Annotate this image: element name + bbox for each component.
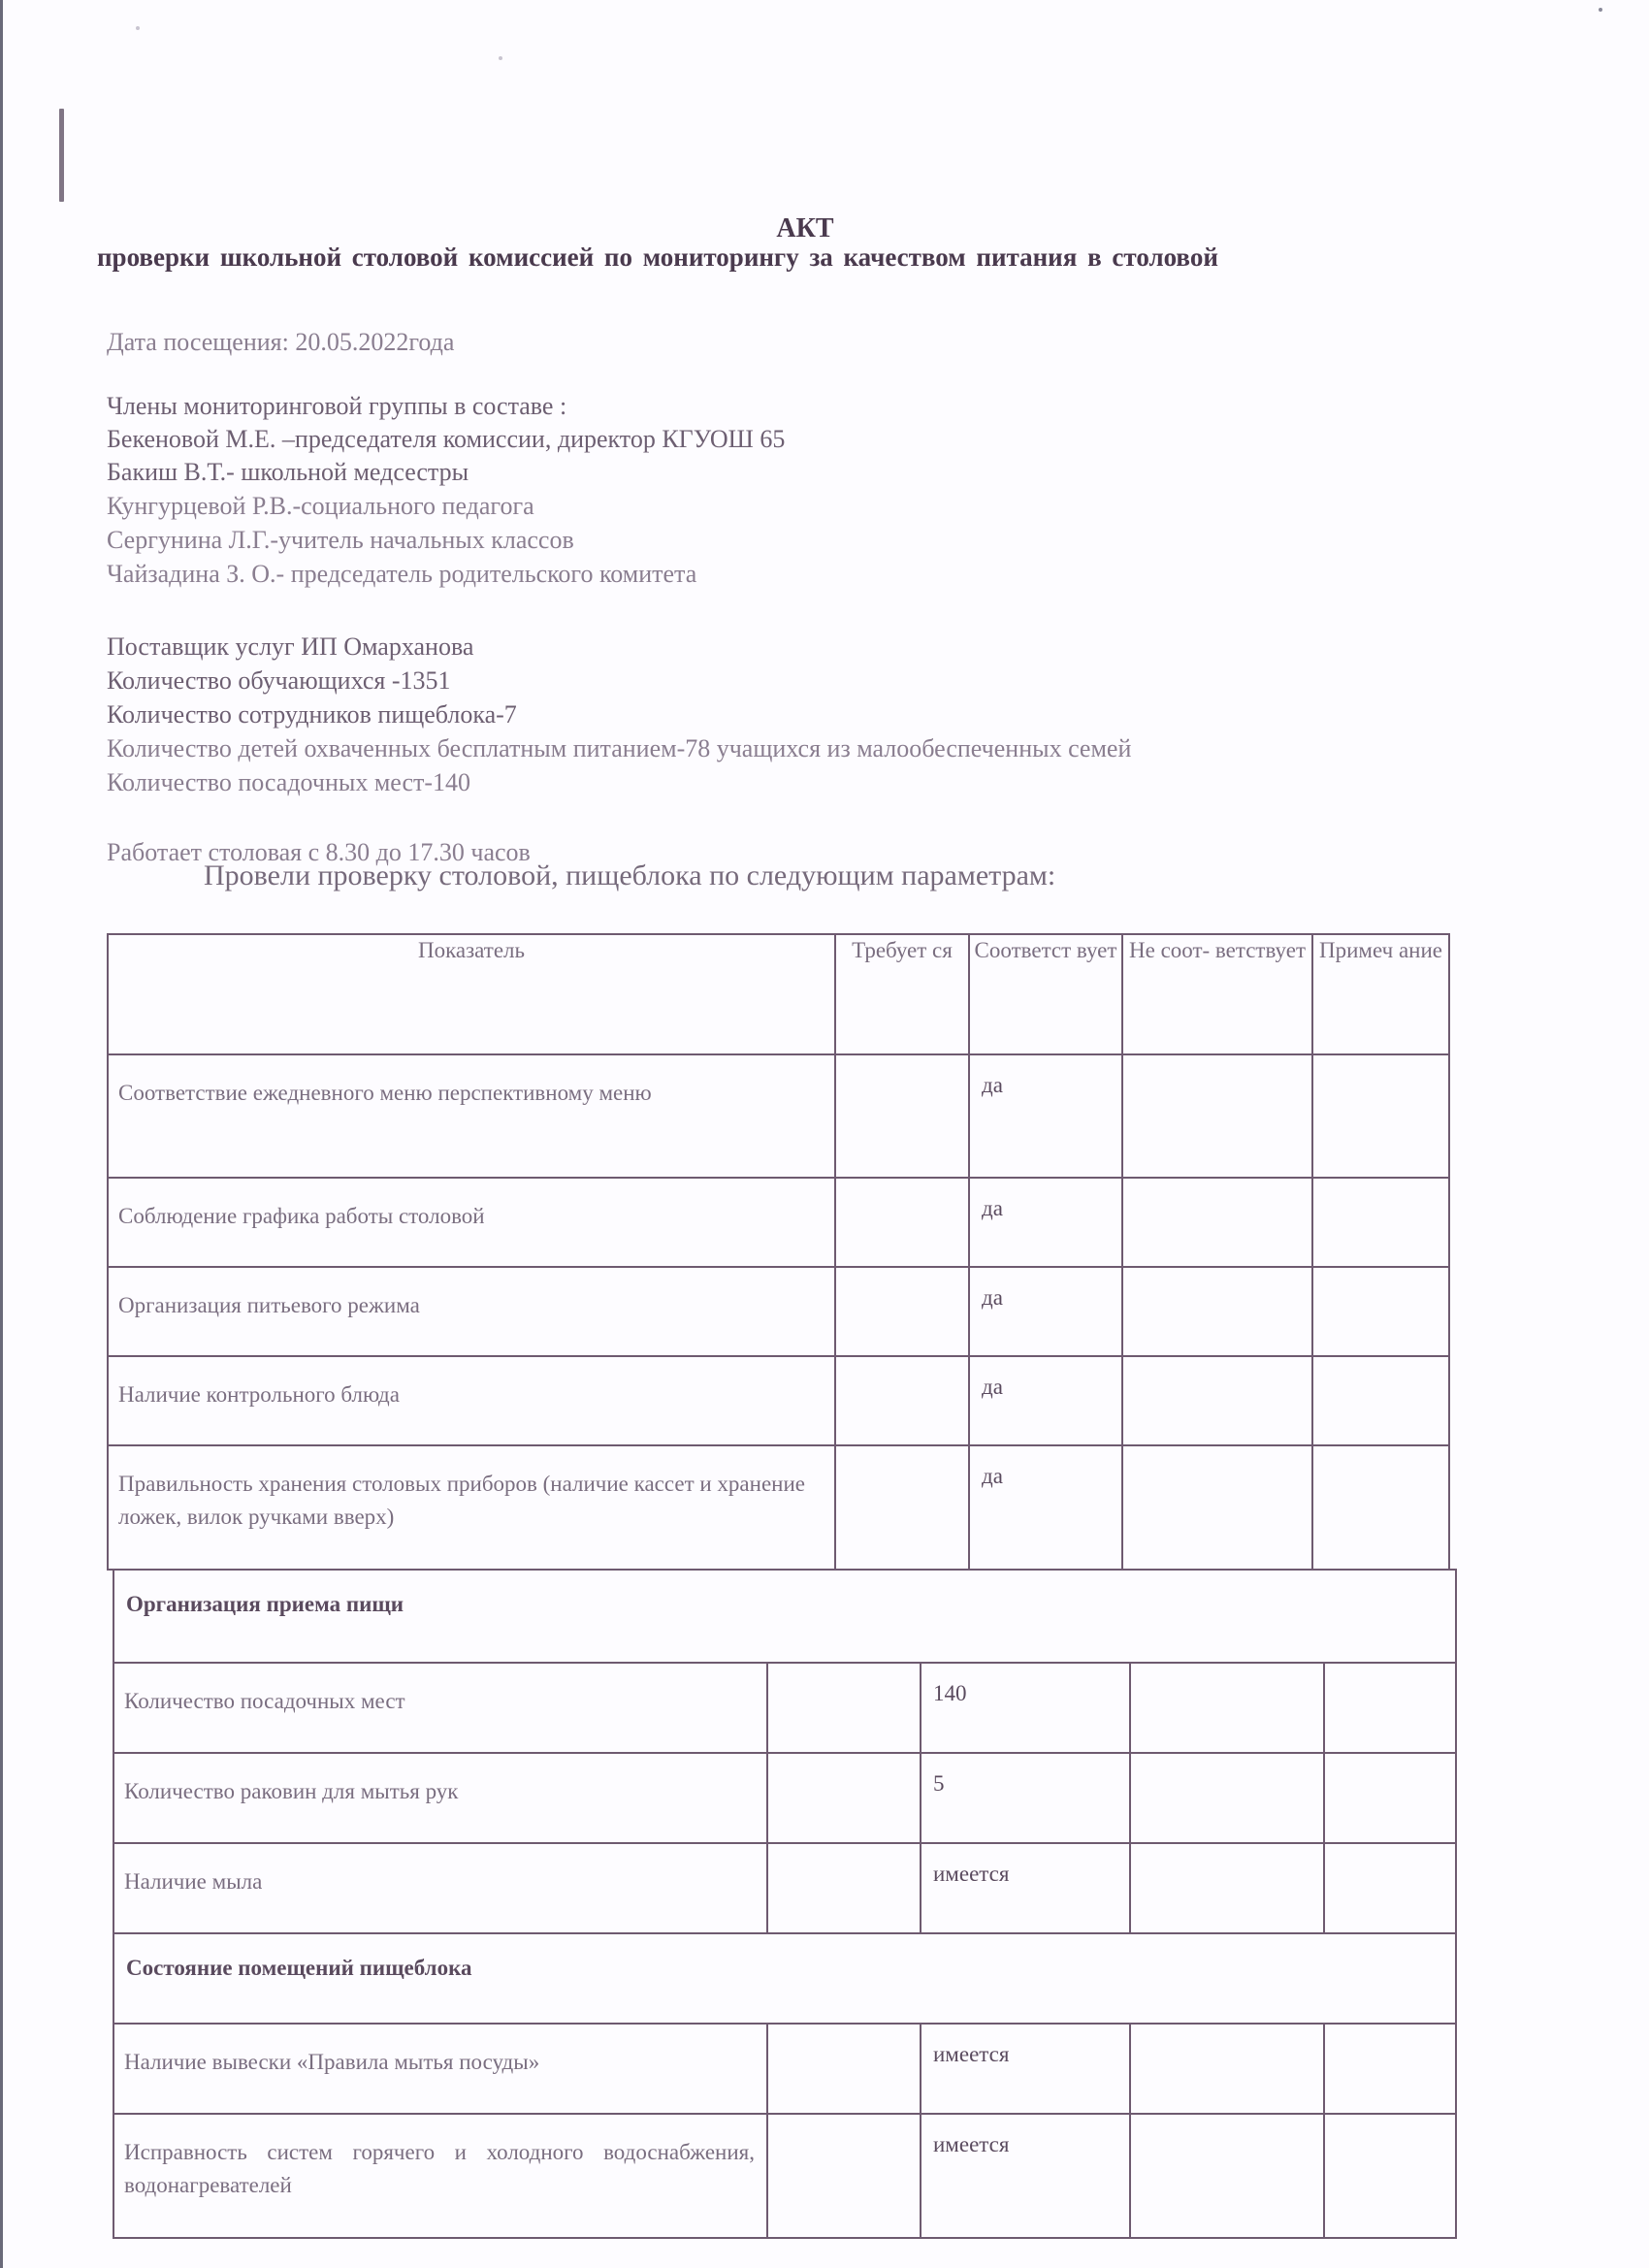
complies-cell: имеется — [921, 2114, 1130, 2238]
scan-speck — [499, 56, 502, 60]
fact-item: Количество детей охваченных бесплатным питанием-78 учащихся из малообеспеченных семей — [107, 734, 1132, 762]
member-item: Сергунина Л.Г.-учитель начальных классов — [107, 526, 574, 554]
header-required: Требует ся — [835, 934, 969, 1054]
table-row — [113, 2024, 1456, 2114]
complies-cell: да — [969, 1356, 1122, 1445]
header-complies: Соответст вует — [969, 934, 1122, 1054]
required-cell — [767, 1843, 921, 1933]
note-cell — [1324, 2114, 1456, 2238]
note-cell — [1312, 1445, 1449, 1570]
required-cell — [767, 2024, 921, 2114]
note-cell — [1324, 1843, 1456, 1933]
indicator-cell: Количество раковин для мытья рук — [113, 1753, 767, 1843]
members-heading: Члены мониторинговой группы в составе : — [107, 392, 567, 420]
not-complies-cell — [1130, 1663, 1324, 1753]
required-cell — [835, 1445, 969, 1570]
complies-cell: 140 — [921, 1663, 1130, 1753]
inspection-table-part2 — [113, 1569, 1457, 2239]
required-cell — [835, 1054, 969, 1178]
indicator-cell: Наличие мыла — [113, 1843, 767, 1933]
scan-speck — [1599, 8, 1602, 12]
complies-cell: 5 — [921, 1753, 1130, 1843]
indicator-cell: Наличие вывески «Правила мытья посуды» — [113, 2024, 767, 2114]
section-row — [113, 1570, 1456, 1663]
table-row — [108, 1178, 1449, 1267]
note-cell — [1324, 1663, 1456, 1753]
indicator-cell: Правильность хранения столовых приборов (наличие кассет и хранение ложек, вилок ручками вверх) — [108, 1445, 835, 1570]
not-complies-cell — [1122, 1267, 1312, 1356]
table-row — [108, 1054, 1449, 1178]
header-not-complies: Не соот- ветствует — [1122, 934, 1312, 1054]
required-cell — [767, 1663, 921, 1753]
fact-item: Количество обучающихся -1351 — [107, 666, 451, 695]
note-cell — [1312, 1178, 1449, 1267]
required-cell — [835, 1267, 969, 1356]
not-complies-cell — [1122, 1054, 1312, 1178]
fact-item: Количество посадочных мест-140 — [107, 768, 471, 796]
note-cell — [1312, 1054, 1449, 1178]
complies-cell: имеется — [921, 2024, 1130, 2114]
section-row — [113, 1933, 1456, 2024]
not-complies-cell — [1122, 1178, 1312, 1267]
not-complies-cell — [1130, 1843, 1324, 1933]
fact-item: Поставщик услуг ИП Омарханова — [107, 632, 474, 661]
complies-cell: да — [969, 1267, 1122, 1356]
document-title: АКТ — [776, 213, 834, 243]
table-row — [113, 1843, 1456, 1933]
scan-left-edge — [0, 0, 3, 2268]
complies-cell: да — [969, 1178, 1122, 1267]
table-header-row — [108, 934, 1449, 1054]
table-row — [108, 1445, 1449, 1570]
not-complies-cell — [1122, 1445, 1312, 1570]
note-cell — [1312, 1356, 1449, 1445]
visit-date: Дата посещения: 20.05.2022года — [107, 328, 455, 356]
section-heading-meal-organization: Организация приема пищи — [113, 1570, 1456, 1663]
not-complies-cell — [1130, 2114, 1324, 2238]
indicator-cell: Количество посадочных мест — [113, 1663, 767, 1753]
complies-cell: да — [969, 1445, 1122, 1570]
inspection-table-part1 — [107, 933, 1450, 1571]
scan-speck — [136, 26, 140, 30]
complies-cell: да — [969, 1054, 1122, 1178]
not-complies-cell — [1130, 2024, 1324, 2114]
table-row — [113, 1753, 1456, 1843]
member-item: Бекеновой М.Е. –председателя комиссии, директор КГУОШ 65 — [107, 425, 786, 453]
indicator-cell: Соответствие ежедневного меню перспективному меню — [108, 1054, 835, 1178]
indicator-cell: Исправность систем горячего и холодного водоснабжения, водонагревателей — [113, 2114, 767, 2238]
required-cell — [767, 1753, 921, 1843]
indicator-cell: Наличие контрольного блюда — [108, 1356, 835, 1445]
required-cell — [835, 1356, 969, 1445]
header-note: Примеч ание — [1312, 934, 1449, 1054]
note-cell — [1312, 1267, 1449, 1356]
note-cell — [1324, 2024, 1456, 2114]
required-cell — [835, 1178, 969, 1267]
inspection-intro: Провели проверку столовой, пищеблока по следующим параметрам: — [204, 859, 1056, 891]
table-row — [108, 1356, 1449, 1445]
document-subtitle: проверки школьной столовой комиссией по мониторингу за качеством питания в столовой — [97, 243, 1218, 272]
member-item: Бакиш В.Т.- школьной медсестры — [107, 458, 469, 486]
fact-item: Количество сотрудников пищеблока-7 — [107, 700, 517, 729]
section-heading-kitchen-premises: Состояние помещений пищеблока — [113, 1933, 1456, 2024]
member-item: Чайзадина З. О.- председатель родительского комитета — [107, 560, 697, 588]
indicator-cell: Организация питьевого режима — [108, 1267, 835, 1356]
scan-margin-mark — [59, 109, 64, 202]
member-item: Кунгурцевой Р.В.-социального педагога — [107, 492, 534, 520]
table-row — [113, 1663, 1456, 1753]
note-cell — [1324, 1753, 1456, 1843]
table-row — [108, 1267, 1449, 1356]
required-cell — [767, 2114, 921, 2238]
indicator-cell: Соблюдение графика работы столовой — [108, 1178, 835, 1267]
working-hours: Работает столовая с 8.30 до 17.30 часов — [107, 838, 531, 866]
header-indicator: Показатель — [108, 934, 835, 1054]
not-complies-cell — [1130, 1753, 1324, 1843]
not-complies-cell — [1122, 1356, 1312, 1445]
table-row — [113, 2114, 1456, 2238]
complies-cell: имеется — [921, 1843, 1130, 1933]
